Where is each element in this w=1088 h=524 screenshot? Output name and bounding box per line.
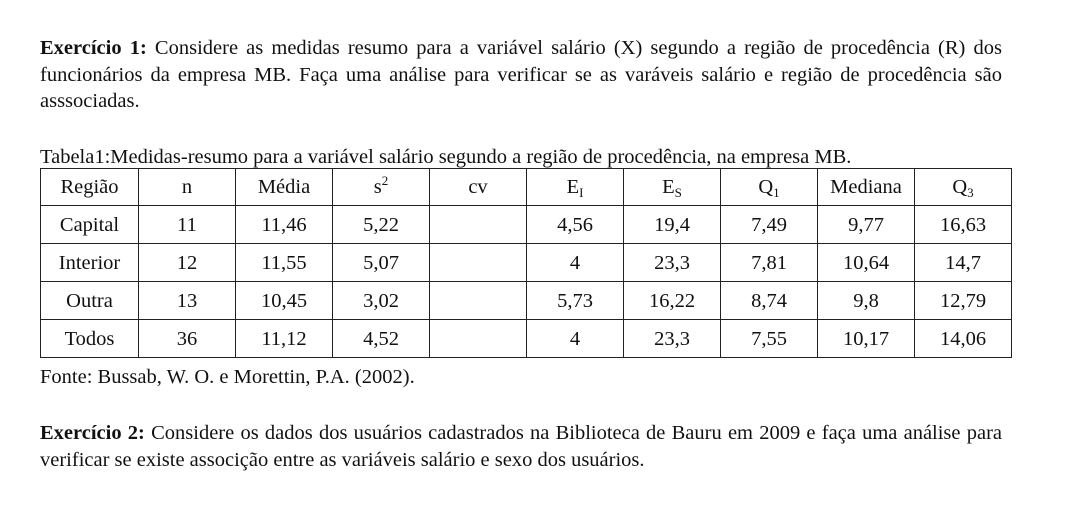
cell-mediana: 9,8 <box>818 282 915 320</box>
cell-q1: 7,81 <box>721 244 818 282</box>
cell-es: 19,4 <box>624 206 721 244</box>
header-regiao: Região <box>41 169 139 206</box>
header-es-sub: S <box>674 185 682 200</box>
cell-s2: 3,02 <box>333 282 430 320</box>
header-ei-sub: I <box>579 185 584 200</box>
cell-n: 36 <box>139 320 236 358</box>
table-source: Fonte: Bussab, W. O. e Morettin, P.A. (2002). <box>40 366 415 388</box>
cell-q3: 14,7 <box>915 244 1012 282</box>
cell-n: 11 <box>139 206 236 244</box>
header-es-base: E <box>662 176 675 198</box>
cell-es: 16,22 <box>624 282 721 320</box>
header-q3 <box>915 169 1012 206</box>
cell-media: 11,12 <box>236 320 333 358</box>
header-s2 <box>333 169 430 206</box>
cell-regiao: Todos <box>41 320 139 358</box>
cell-cv <box>430 282 527 320</box>
cell-n: 12 <box>139 244 236 282</box>
exercise-2-label: Exercício 2: <box>40 422 145 444</box>
header-ei-base: E <box>566 176 580 198</box>
cell-q1: 7,49 <box>721 206 818 244</box>
exercise-2-paragraph <box>40 420 1002 473</box>
cell-q3: 12,79 <box>915 282 1012 320</box>
cell-q3: 16,63 <box>915 206 1012 244</box>
exercise-1-paragraph <box>40 35 1002 115</box>
cell-es: 23,3 <box>624 244 721 282</box>
table-caption: Tabela1:Medidas-resumo para a variável salário segundo a região de procedência, na empresa MB. <box>40 146 852 168</box>
header-q1-sub: 1 <box>773 185 780 200</box>
header-media: Média <box>236 169 333 206</box>
cell-mediana: 9,77 <box>818 206 915 244</box>
exercise-1-text: Considere as medidas resumo para a variável salário (X) segundo a região de procedência (R) dos funcionários da empresa MB. Faça uma análise para verificar se as varáveis salário e região de procedência são asssociadas. <box>40 37 1002 112</box>
header-mediana: Mediana <box>818 169 915 206</box>
header-s2-sup: 2 <box>381 173 389 188</box>
header-q3-base: Q <box>952 176 968 198</box>
header-q1 <box>721 169 818 206</box>
cell-q1: 7,55 <box>721 320 818 358</box>
table-header-row <box>41 169 1012 206</box>
table-row <box>41 244 1012 282</box>
table-row <box>41 320 1012 358</box>
exercise-1-label: Exercício 1: <box>40 37 147 59</box>
cell-ei: 4 <box>527 320 624 358</box>
cell-regiao: Outra <box>41 282 139 320</box>
header-s2-base: s <box>373 176 382 198</box>
cell-ei: 4,56 <box>527 206 624 244</box>
cell-n: 13 <box>139 282 236 320</box>
cell-s2: 5,07 <box>333 244 430 282</box>
cell-es: 23,3 <box>624 320 721 358</box>
header-n: n <box>139 169 236 206</box>
header-q3-sub: 3 <box>967 185 974 200</box>
cell-q1: 8,74 <box>721 282 818 320</box>
cell-mediana: 10,64 <box>818 244 915 282</box>
header-ei <box>527 169 624 206</box>
cell-cv <box>430 244 527 282</box>
cell-s2: 4,52 <box>333 320 430 358</box>
cell-media: 11,55 <box>236 244 333 282</box>
cell-q3: 14,06 <box>915 320 1012 358</box>
table-row <box>41 282 1012 320</box>
summary-measures-table <box>40 168 1012 358</box>
cell-ei: 4 <box>527 244 624 282</box>
cell-media: 11,46 <box>236 206 333 244</box>
header-q1-base: Q <box>758 176 774 198</box>
cell-s2: 5,22 <box>333 206 430 244</box>
cell-regiao: Interior <box>41 244 139 282</box>
cell-ei: 5,73 <box>527 282 624 320</box>
header-cv: cv <box>430 169 527 206</box>
header-es <box>624 169 721 206</box>
table-row <box>41 206 1012 244</box>
cell-media: 10,45 <box>236 282 333 320</box>
cell-cv <box>430 320 527 358</box>
exercise-2-text: Considere os dados dos usuários cadastrados na Biblioteca de Bauru em 2009 e faça uma análise para verificar se existe associção entre as variáveis salário e sexo dos usuários. <box>40 422 1002 471</box>
cell-mediana: 10,17 <box>818 320 915 358</box>
cell-regiao: Capital <box>41 206 139 244</box>
cell-cv <box>430 206 527 244</box>
